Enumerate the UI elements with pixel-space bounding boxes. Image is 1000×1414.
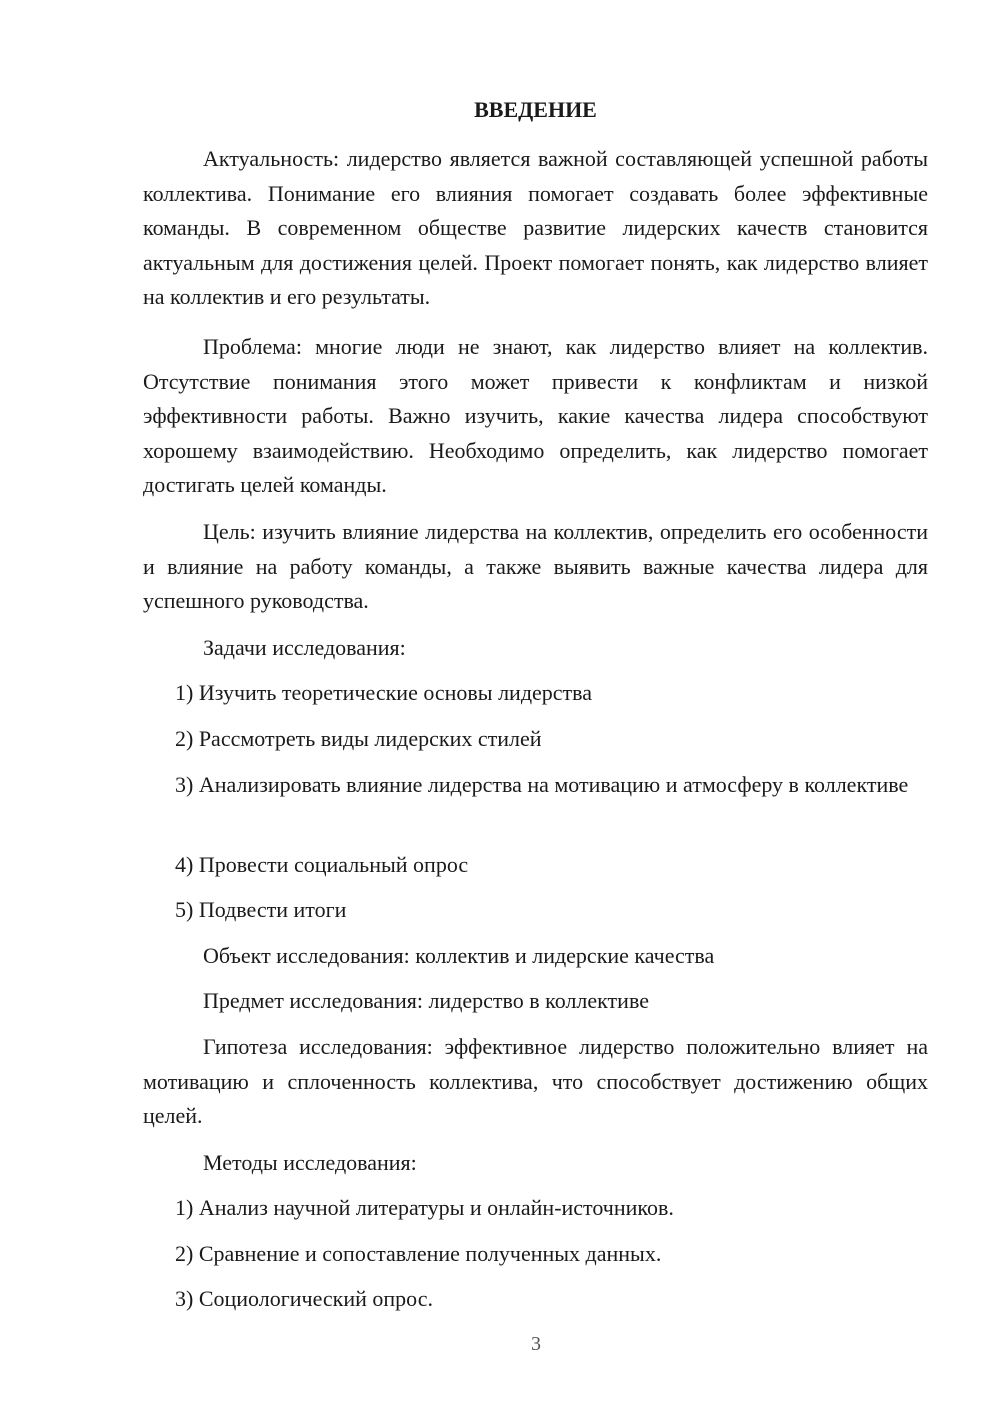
task-item: 3) Анализировать влияние лидерства на мотивацию и атмосферу в коллективе bbox=[175, 772, 909, 797]
task-item: 2) Рассмотреть виды лидерских стилей bbox=[175, 726, 542, 751]
section-heading: ВВЕДЕНИЕ bbox=[474, 97, 597, 122]
research-subject: Предмет исследования: лидерство в коллективе bbox=[203, 988, 649, 1013]
task-item: 5) Подвести итоги bbox=[175, 897, 347, 922]
problem-paragraph: Проблема: многие люди не знают, как лидерство влияет на коллектив. Отсутствие понимания этого может привести к конфликтам и низкой эффективности работы. Важно изучить, какие качества лидера способствуют хорошему взаимодействию. Необходимо определить, как лидерство помогает достигать целей команды. bbox=[143, 334, 928, 497]
research-object: Объект исследования: коллектив и лидерские качества bbox=[203, 943, 715, 968]
task-item: 1) Изучить теоретические основы лидерства bbox=[175, 680, 593, 705]
hypothesis-paragraph: Гипотеза исследования: эффективное лидерство положительно влияет на мотивацию и сплоченность коллектива, что способствует достижению общих целей. bbox=[143, 1034, 928, 1128]
goal-paragraph: Цель: изучить влияние лидерства на коллектив, определить его особенности и влияние на работу команды, а также выявить важные качества лидера для успешного руководства. bbox=[143, 519, 928, 613]
methods-title: Методы исследования: bbox=[203, 1150, 417, 1175]
method-item: 1) Анализ научной литературы и онлайн-источников. bbox=[175, 1195, 674, 1220]
relevance-paragraph: Актуальность: лидерство является важной составляющей успешной работы коллектива. Понимание его влияния помогает создавать более эффективные команды. В современном обществе развитие лидерских качеств становится актуальным для достижения целей. Проект помогает понять, как лидерство влияет на коллектив и его результаты. bbox=[143, 146, 928, 309]
method-item: 2) Сравнение и сопоставление полученных данных. bbox=[175, 1241, 662, 1266]
tasks-title: Задачи исследования: bbox=[203, 635, 406, 660]
page-number: 3 bbox=[531, 1333, 541, 1355]
method-item: 3) Социологический опрос. bbox=[175, 1286, 433, 1311]
task-item: 4) Провести социальный опрос bbox=[175, 852, 469, 877]
